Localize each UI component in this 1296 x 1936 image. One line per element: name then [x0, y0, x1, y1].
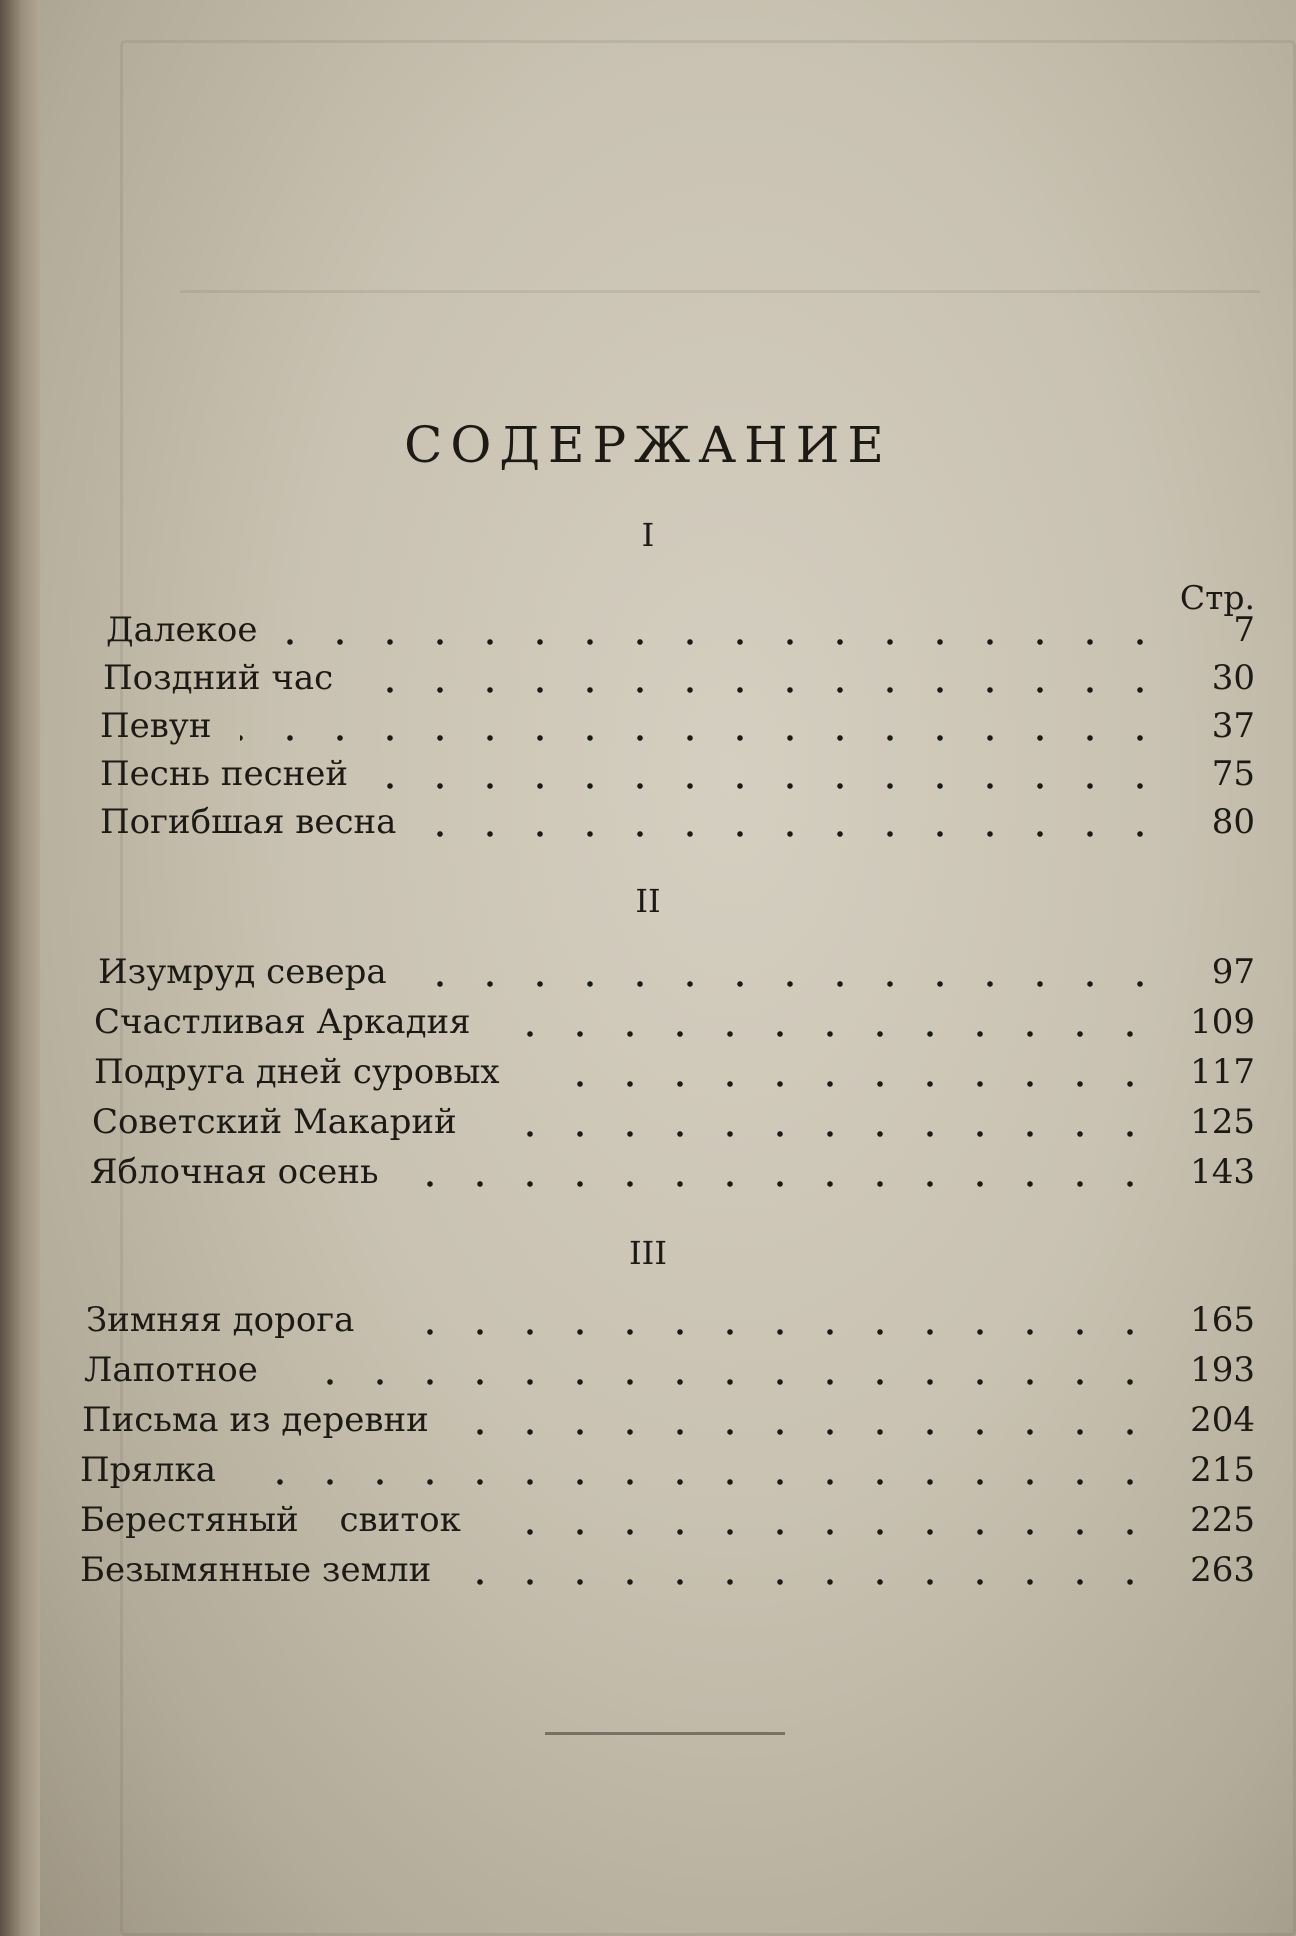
- toc-entry: [82, 1400, 1255, 1444]
- leader-dots: [240, 734, 1165, 742]
- entry-title: Советский Макарий: [92, 1102, 457, 1142]
- leader-dots: [514, 1030, 1155, 1038]
- leader-dots: [286, 638, 1165, 646]
- toc-entry: [100, 754, 1255, 798]
- entry-title: Зимняя дорога: [86, 1300, 355, 1340]
- leader-dots: [574, 1080, 1155, 1088]
- section-numeral-2: II: [635, 882, 661, 920]
- entry-page: 109: [1190, 1002, 1255, 1042]
- entry-title: Берестяный свиток: [80, 1500, 461, 1540]
- leader-dots: [500, 1528, 1155, 1536]
- entry-page: 75: [1211, 754, 1255, 794]
- entry-page: 80: [1211, 802, 1255, 842]
- entry-title: Далекое: [106, 610, 258, 650]
- toc-entry: [92, 1102, 1255, 1146]
- entry-title: Песнь песней: [100, 754, 349, 794]
- entry-page: 97: [1211, 952, 1255, 992]
- entry-title: Погибшая весна: [100, 802, 397, 842]
- entry-page: 225: [1190, 1500, 1255, 1540]
- bleed-through-rule: [180, 290, 1260, 293]
- leader-dots: [386, 1328, 1155, 1336]
- page-column-header: Стр.: [1179, 578, 1255, 617]
- toc-entry: [80, 1550, 1255, 1594]
- entry-page: 204: [1190, 1400, 1255, 1440]
- entry-page: 165: [1190, 1300, 1255, 1340]
- toc-entry: [103, 658, 1255, 702]
- leader-dots: [348, 686, 1165, 694]
- entry-page: 30: [1211, 658, 1255, 698]
- leader-dots: [250, 1478, 1155, 1486]
- entry-title: Лапотное: [84, 1350, 258, 1390]
- toc-entry: [86, 1300, 1255, 1344]
- entry-page: 125: [1190, 1102, 1255, 1142]
- entry-page: 37: [1211, 706, 1255, 746]
- toc-entry: [94, 1052, 1255, 1096]
- leader-dots: [512, 1130, 1155, 1138]
- entry-page: 215: [1190, 1450, 1255, 1490]
- section-numeral-3: III: [629, 1234, 667, 1272]
- toc-entry: [100, 802, 1255, 846]
- entry-page: 143: [1190, 1152, 1255, 1192]
- leader-dots: [472, 1428, 1155, 1436]
- entry-title: Счастливая Аркадия: [94, 1002, 471, 1042]
- leader-dots: [418, 980, 1165, 988]
- toc-entry: [94, 1002, 1255, 1046]
- entry-page: 7: [1233, 610, 1255, 650]
- section-numeral-1: I: [641, 516, 655, 554]
- toc-entry: [90, 1152, 1255, 1196]
- entry-title: Подруга дней суровых: [94, 1052, 500, 1092]
- entry-title: Изумруд севера: [98, 952, 387, 992]
- entry-page: 193: [1190, 1350, 1255, 1390]
- entry-title: Певун: [100, 706, 212, 746]
- toc-entry: [98, 952, 1255, 996]
- leader-dots: [420, 830, 1165, 838]
- book-binding: [0, 0, 40, 1936]
- page-title: СОДЕРЖАНИЕ: [404, 416, 892, 474]
- leader-dots: [470, 1578, 1155, 1586]
- entry-page: 117: [1190, 1052, 1255, 1092]
- entry-page: 263: [1190, 1550, 1255, 1590]
- toc-entry: [80, 1500, 1255, 1544]
- leader-dots: [410, 1180, 1155, 1188]
- toc-entry: [106, 610, 1255, 654]
- entry-title: Поздний час: [103, 658, 334, 698]
- toc-entry: [80, 1450, 1255, 1494]
- toc-entry: [84, 1350, 1255, 1394]
- entry-title: Письма из деревни: [82, 1400, 429, 1440]
- entry-title: Прялка: [80, 1450, 216, 1490]
- leader-dots: [365, 782, 1165, 790]
- entry-title: Яблочная осень: [90, 1152, 379, 1192]
- leader-dots: [284, 1378, 1155, 1386]
- toc-entry: [100, 706, 1255, 750]
- footer-rule: [545, 1732, 785, 1735]
- entry-title: Безымянные земли: [80, 1550, 432, 1590]
